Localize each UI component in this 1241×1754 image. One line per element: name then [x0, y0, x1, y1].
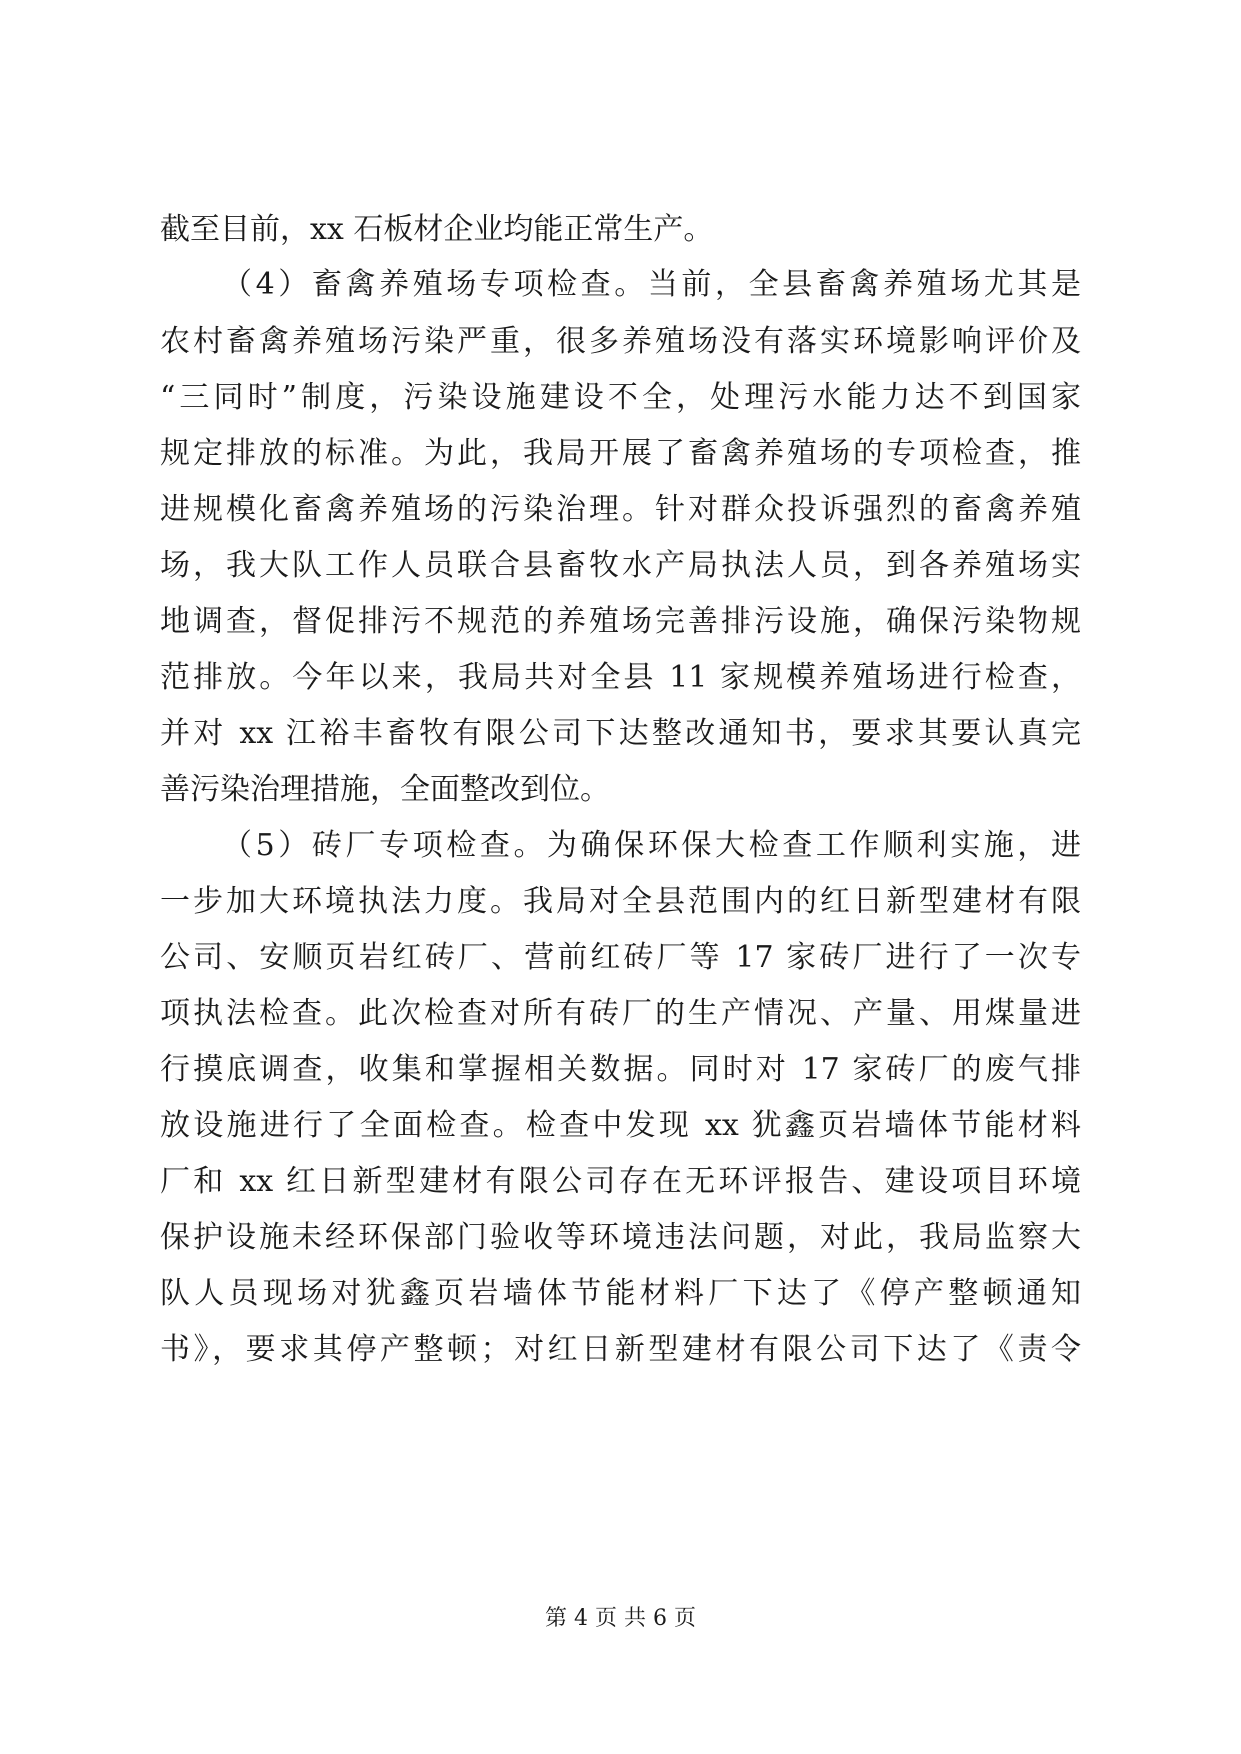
page-number: 第 4 页 共 6 页: [545, 1606, 696, 1631]
text-line: 截至目前，xx 石板材企业均能正常生产。: [160, 212, 714, 247]
text-line: 规定排放的标准。为此，我局开展了畜禽养殖场的专项检查，推: [160, 436, 1081, 471]
text-line: 场，我大队工作人员联合县畜牧水产局执法人员，到各养殖场实: [160, 548, 1081, 583]
text-line: 地调查，督促排污不规范的养殖场完善排污设施，确保污染物规: [160, 604, 1081, 639]
text-line: 行摸底调查，收集和掌握相关数据。同时对 17 家砖厂的废气排: [160, 1052, 1081, 1087]
text-line: “三同时”制度，污染设施建设不全，处理污水能力达不到国家: [160, 380, 1081, 415]
text-line: 保护设施未经环保部门验收等环境违法问题，对此，我局监察大: [160, 1220, 1081, 1255]
text-line: 范排放。今年以来，我局共对全县 11 家规模养殖场进行检查，: [160, 660, 1081, 695]
text-line: 进规模化畜禽养殖场的污染治理。针对群众投诉强烈的畜禽养殖: [160, 492, 1081, 527]
text-line: 农村畜禽养殖场污染严重，很多养殖场没有落实环境影响评价及: [160, 324, 1081, 359]
text-line: 项执法检查。此次检查对所有砖厂的生产情况、产量、用煤量进: [160, 996, 1081, 1031]
text-line: 厂和 xx 红日新型建材有限公司存在无环评报告、建设项目环境: [160, 1164, 1081, 1199]
text-line: 公司、安顺页岩红砖厂、营前红砖厂等 17 家砖厂进行了一次专: [160, 940, 1081, 975]
text-line: 放设施进行了全面检查。检查中发现 xx 犹鑫页岩墙体节能材料: [160, 1108, 1081, 1143]
text-line: 善污染治理措施，全面整改到位。: [160, 772, 610, 807]
text-line: 一步加大环境执法力度。我局对全县范围内的红日新型建材有限: [160, 884, 1081, 919]
text-line: （4）畜禽养殖场专项检查。当前，全县畜禽养殖场尤其是: [222, 267, 1081, 302]
text-line: 书》，要求其停产整顿；对红日新型建材有限公司下达了《责令: [160, 1332, 1081, 1367]
text-line: （5）砖厂专项检查。为确保环保大检查工作顺利实施，进: [222, 828, 1081, 863]
text-line: 并对 xx 江裕丰畜牧有限公司下达整改通知书，要求其要认真完: [160, 716, 1081, 751]
text-line: 队人员现场对犹鑫页岩墙体节能材料厂下达了《停产整顿通知: [160, 1276, 1081, 1311]
